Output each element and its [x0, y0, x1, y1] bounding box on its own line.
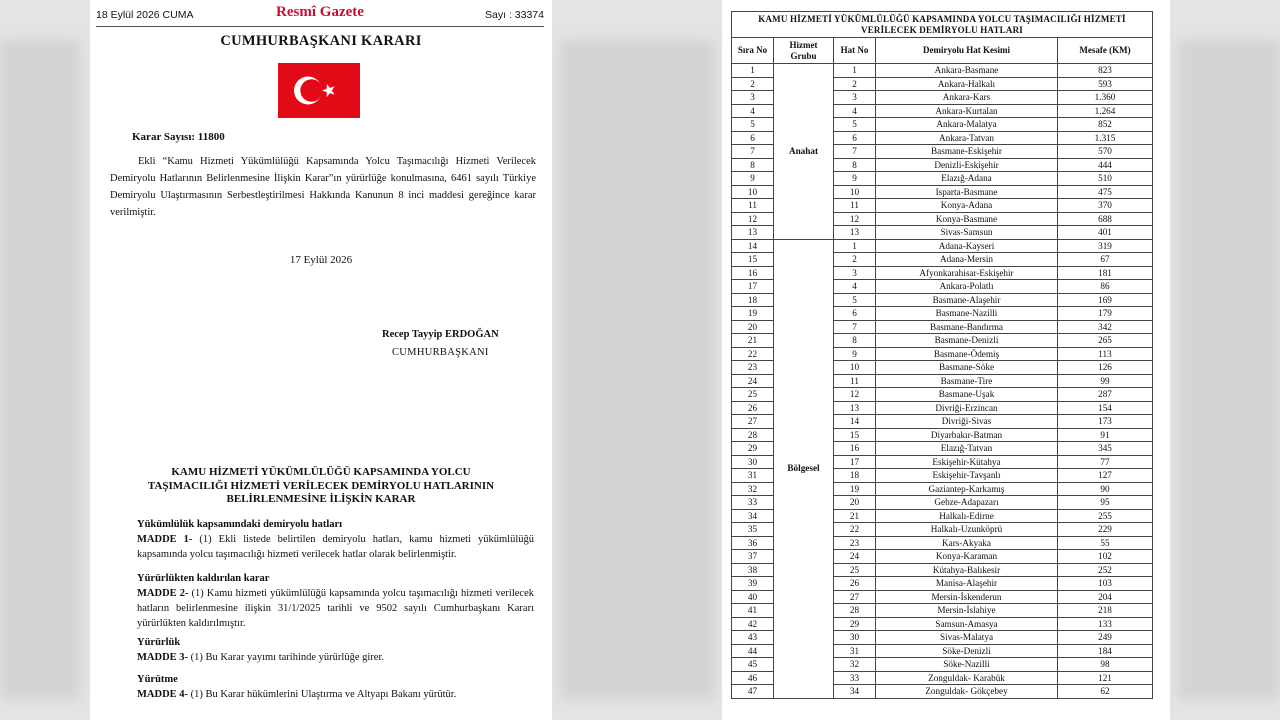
cell-distance: 127 [1058, 469, 1153, 483]
column-header-distance: Mesafe (KM) [1058, 38, 1153, 64]
cell-line-section: Basmane-Uşak [876, 388, 1058, 402]
cell-line-no: 5 [834, 293, 876, 307]
cell-distance: 173 [1058, 415, 1153, 429]
cell-line-no: 28 [834, 604, 876, 618]
cell-line-section: Sivas-Malatya [876, 631, 1058, 645]
cell-line-no: 31 [834, 644, 876, 658]
cell-distance: 265 [1058, 334, 1153, 348]
cell-line-section: Konya-Adana [876, 199, 1058, 213]
cell-distance: 249 [1058, 631, 1153, 645]
decree-heading: CUMHURBAŞKANI KARARI [220, 33, 422, 49]
railway-lines-table [731, 11, 1153, 699]
cell-line-no: 13 [834, 226, 876, 240]
article-label: MADDE 1- [137, 534, 193, 545]
cell-line-section: Mersin-İskenderun [876, 590, 1058, 604]
cell-line-no: 8 [834, 334, 876, 348]
cell-line-section: Diyarbakır-Batman [876, 428, 1058, 442]
cell-distance: 113 [1058, 347, 1153, 361]
cell-line-no: 32 [834, 658, 876, 672]
column-header-line-section: Demiryolu Hat Kesimi [876, 38, 1058, 64]
cell-order-no: 6 [732, 131, 774, 145]
cell-distance: 204 [1058, 590, 1153, 604]
cell-line-no: 12 [834, 212, 876, 226]
cell-line-no: 4 [834, 280, 876, 294]
cell-line-section: Gebze-Adapazarı [876, 496, 1058, 510]
cell-line-no: 22 [834, 523, 876, 537]
cell-distance: 169 [1058, 293, 1153, 307]
article-text [137, 650, 534, 665]
article-text [137, 532, 534, 562]
cell-line-no: 24 [834, 550, 876, 564]
cell-line-section: Eskişehir-Tavşanlı [876, 469, 1058, 483]
article-heading: Yürürlük [137, 637, 181, 648]
decree-intro-text: Ekli “Kamu Hizmeti Yükümlülüğü Kapsamında Yolcu Taşımacılığı Hizmeti Verilecek Demiryolu Hatlarının Belirlenmesine İlişkin Karar”ın yürürlüğe konulmasına, 6461 sayılı Türkiye Demiryolu Ulaştırmasının Serbestleştirilmesi Hakkında Kanunun 8 inci maddesi gereğince karar verilmiştir. [110, 156, 536, 218]
cell-distance: 475 [1058, 185, 1153, 199]
cell-distance: 77 [1058, 455, 1153, 469]
cell-order-no: 46 [732, 671, 774, 685]
cell-line-section: Zonguldak- Karabük [876, 671, 1058, 685]
cell-line-no: 16 [834, 442, 876, 456]
cell-line-section: Elazığ-Tatvan [876, 442, 1058, 456]
cell-line-no: 18 [834, 469, 876, 483]
article-body: (1) Bu Karar hükümlerini Ulaştırma ve Altyapı Bakanı yürütür. [188, 689, 457, 700]
cell-order-no: 37 [732, 550, 774, 564]
cell-distance: 99 [1058, 374, 1153, 388]
cell-order-no: 14 [732, 239, 774, 253]
cell-line-no: 13 [834, 401, 876, 415]
cell-line-no: 29 [834, 617, 876, 631]
cell-order-no: 15 [732, 253, 774, 267]
cell-line-section: Ankara-Basmane [876, 64, 1058, 78]
cell-order-no: 22 [732, 347, 774, 361]
cell-distance: 95 [1058, 496, 1153, 510]
cell-order-no: 33 [732, 496, 774, 510]
cell-line-section: Konya-Basmane [876, 212, 1058, 226]
cell-distance: 688 [1058, 212, 1153, 226]
cell-order-no: 9 [732, 172, 774, 186]
gazette-page-table [722, 0, 1170, 720]
cell-line-section: Basmane-Alaşehir [876, 293, 1058, 307]
cell-line-no: 6 [834, 131, 876, 145]
table-row [732, 64, 1153, 78]
cell-line-section: Ankara-Tatvan [876, 131, 1058, 145]
cell-distance: 287 [1058, 388, 1153, 402]
cell-line-section: Basmane-Bandırma [876, 320, 1058, 334]
cell-distance: 90 [1058, 482, 1153, 496]
cell-line-no: 10 [834, 361, 876, 375]
cell-order-no: 5 [732, 118, 774, 132]
cell-distance: 444 [1058, 158, 1153, 172]
cell-order-no: 32 [732, 482, 774, 496]
cell-order-no: 8 [732, 158, 774, 172]
cell-line-no: 3 [834, 91, 876, 105]
cell-line-no: 11 [834, 374, 876, 388]
cell-order-no: 21 [732, 334, 774, 348]
cell-order-no: 24 [732, 374, 774, 388]
cell-order-no: 10 [732, 185, 774, 199]
cell-line-no: 21 [834, 509, 876, 523]
gazette-issue-number: Sayı : 33374 [485, 9, 544, 21]
cell-line-section: Halkalı-Uzunköprü [876, 523, 1058, 537]
cell-line-no: 6 [834, 307, 876, 321]
cell-distance: 86 [1058, 280, 1153, 294]
background-blur-right [1178, 40, 1280, 700]
cell-distance: 255 [1058, 509, 1153, 523]
cell-line-section: Söke-Denizli [876, 644, 1058, 658]
cell-service-group: Anahat [774, 64, 834, 240]
cell-line-section: Eskişehir-Kütahya [876, 455, 1058, 469]
cell-line-no: 30 [834, 631, 876, 645]
cell-distance: 319 [1058, 239, 1153, 253]
cell-line-no: 9 [834, 172, 876, 186]
article-text [137, 687, 534, 702]
cell-distance: 126 [1058, 361, 1153, 375]
cell-line-section: Basmane-Ödemiş [876, 347, 1058, 361]
signatory-name: Recep Tayyip ERDOĞAN [382, 329, 499, 340]
cell-order-no: 44 [732, 644, 774, 658]
cell-line-no: 5 [834, 118, 876, 132]
cell-line-no: 2 [834, 253, 876, 267]
cell-service-group: Bölgesel [774, 239, 834, 698]
background-blur-middle [560, 40, 715, 700]
article-1 [137, 517, 534, 562]
cell-line-section: Ankara-Kurtalan [876, 104, 1058, 118]
cell-distance: 133 [1058, 617, 1153, 631]
cell-distance: 852 [1058, 118, 1153, 132]
article-heading: Yürürlükten kaldırılan karar [137, 573, 270, 584]
cell-line-section: Adana-Mersin [876, 253, 1058, 267]
cell-distance: 179 [1058, 307, 1153, 321]
cell-order-no: 47 [732, 685, 774, 699]
cell-line-no: 17 [834, 455, 876, 469]
cell-order-no: 41 [732, 604, 774, 618]
cell-line-no: 26 [834, 577, 876, 591]
cell-line-section: Basmane-Denizli [876, 334, 1058, 348]
table-title: KAMU HİZMETİ YÜKÜMLÜLÜĞÜ KAPSAMINDA YOLCU TAŞIMACILIĞI HİZMETİ VERİLECEK DEMİRYOLU HATLARI [732, 12, 1153, 38]
cell-line-no: 34 [834, 685, 876, 699]
signatory-title: CUMHURBAŞKANI [392, 347, 489, 358]
cell-line-no: 8 [834, 158, 876, 172]
cell-order-no: 36 [732, 536, 774, 550]
cell-line-no: 3 [834, 266, 876, 280]
cell-line-no: 4 [834, 104, 876, 118]
cell-line-no: 2 [834, 77, 876, 91]
cell-order-no: 42 [732, 617, 774, 631]
annex-title-line: BELİRLENMESİNE İLİŞKİN KARAR [226, 493, 416, 505]
cell-distance: 98 [1058, 658, 1153, 672]
cell-line-section: Ankara-Polatlı [876, 280, 1058, 294]
article-body: (1) Kamu hizmeti yükümlülüğü kapsamında yolcu taşımacılığı hizmeti verilecek hatların belirlenmesine ilişkin 31/1/2025 tarihli ve 9502 sayılı Cumhurbaşkanı Kararı yürürlükten kaldırılmıştır. [137, 588, 534, 629]
cell-order-no: 39 [732, 577, 774, 591]
cell-distance: 55 [1058, 536, 1153, 550]
cell-order-no: 25 [732, 388, 774, 402]
cell-order-no: 18 [732, 293, 774, 307]
cell-distance: 510 [1058, 172, 1153, 186]
article-heading: Yürütme [137, 674, 178, 685]
article-label: MADDE 2- [137, 588, 189, 599]
cell-order-no: 29 [732, 442, 774, 456]
cell-line-no: 7 [834, 145, 876, 159]
cell-order-no: 17 [732, 280, 774, 294]
cell-distance: 1.264 [1058, 104, 1153, 118]
cell-distance: 342 [1058, 320, 1153, 334]
cell-line-section: Sivas-Samsun [876, 226, 1058, 240]
cell-line-section: Halkalı-Edirne [876, 509, 1058, 523]
annex-title-line: TAŞIMACILIĞI HİZMETİ VERİLECEK DEMİRYOLU HATLARININ [147, 479, 495, 492]
decree-date: 17 Eylül 2026 [289, 254, 353, 266]
article-label: MADDE 3- [137, 652, 189, 663]
cell-order-no: 35 [732, 523, 774, 537]
cell-line-section: Ankara-Halkalı [876, 77, 1058, 91]
cell-order-no: 30 [732, 455, 774, 469]
article-2 [137, 571, 534, 631]
cell-distance: 593 [1058, 77, 1153, 91]
article-3 [137, 635, 534, 665]
cell-order-no: 20 [732, 320, 774, 334]
cell-line-section: Denizli-Eskişehir [876, 158, 1058, 172]
article-4 [137, 672, 534, 702]
cell-line-section: Samsun-Amasya [876, 617, 1058, 631]
cell-line-section: Manisa-Alaşehir [876, 577, 1058, 591]
cell-distance: 1.315 [1058, 131, 1153, 145]
cell-line-no: 25 [834, 563, 876, 577]
column-header-order-no: Sıra No [732, 38, 774, 64]
gazette-name: Resmî Gazete [276, 4, 364, 20]
cell-line-section: Kars-Akyaka [876, 536, 1058, 550]
cell-distance: 252 [1058, 563, 1153, 577]
cell-line-section: Ankara-Malatya [876, 118, 1058, 132]
annex-title-line: KAMU HİZMETİ YÜKÜMLÜLÜĞÜ KAPSAMINDA YOLCU [171, 466, 471, 478]
cell-line-no: 1 [834, 64, 876, 78]
column-header-service-group: Hizmet Grubu [774, 38, 834, 64]
cell-distance: 121 [1058, 671, 1153, 685]
cell-line-no: 19 [834, 482, 876, 496]
cell-line-no: 27 [834, 590, 876, 604]
cell-line-section: Basmane-Söke [876, 361, 1058, 375]
cell-order-no: 40 [732, 590, 774, 604]
cell-distance: 401 [1058, 226, 1153, 240]
cell-line-section: Basmane-Nazilli [876, 307, 1058, 321]
cell-order-no: 28 [732, 428, 774, 442]
cell-distance: 218 [1058, 604, 1153, 618]
cell-order-no: 16 [732, 266, 774, 280]
cell-distance: 823 [1058, 64, 1153, 78]
cell-line-section: Divriği-Sivas [876, 415, 1058, 429]
cell-line-section: Söke-Nazilli [876, 658, 1058, 672]
cell-order-no: 4 [732, 104, 774, 118]
cell-order-no: 3 [732, 91, 774, 105]
cell-line-no: 10 [834, 185, 876, 199]
cell-order-no: 13 [732, 226, 774, 240]
cell-line-section: Zonguldak- Gökçebey [876, 685, 1058, 699]
cell-line-no: 7 [834, 320, 876, 334]
cell-line-section: Gaziantep-Karkamış [876, 482, 1058, 496]
cell-line-no: 11 [834, 199, 876, 213]
cell-line-no: 12 [834, 388, 876, 402]
gazette-date: 18 Eylül 2026 CUMA [96, 9, 194, 21]
cell-order-no: 38 [732, 563, 774, 577]
cell-distance: 370 [1058, 199, 1153, 213]
cell-order-no: 19 [732, 307, 774, 321]
cell-distance: 91 [1058, 428, 1153, 442]
cell-distance: 345 [1058, 442, 1153, 456]
cell-line-section: Elazığ-Adana [876, 172, 1058, 186]
article-label: MADDE 4- [137, 689, 189, 700]
cell-distance: 103 [1058, 577, 1153, 591]
article-heading: Yükümlülük kapsamındaki demiryolu hatları [137, 519, 343, 530]
cell-order-no: 34 [732, 509, 774, 523]
cell-order-no: 31 [732, 469, 774, 483]
cell-order-no: 23 [732, 361, 774, 375]
cell-line-section: Isparta-Basmane [876, 185, 1058, 199]
cell-order-no: 11 [732, 199, 774, 213]
cell-distance: 1.360 [1058, 91, 1153, 105]
table-row [732, 239, 1153, 253]
cell-distance: 229 [1058, 523, 1153, 537]
cell-line-no: 1 [834, 239, 876, 253]
article-text [137, 586, 534, 631]
decree-number: Karar Sayısı: 11800 [132, 131, 225, 143]
cell-line-section: Adana-Kayseri [876, 239, 1058, 253]
cell-order-no: 2 [732, 77, 774, 91]
cell-line-section: Kütahya-Balıkesir [876, 563, 1058, 577]
cell-distance: 62 [1058, 685, 1153, 699]
column-header-line-no: Hat No [834, 38, 876, 64]
cell-order-no: 1 [732, 64, 774, 78]
cell-line-section: Konya-Karaman [876, 550, 1058, 564]
cell-line-section: Divriği-Erzincan [876, 401, 1058, 415]
cell-order-no: 7 [732, 145, 774, 159]
article-body: (1) Bu Karar yayımı tarihinde yürürlüğe girer. [188, 652, 384, 663]
cell-line-section: Ankara-Kars [876, 91, 1058, 105]
cell-distance: 67 [1058, 253, 1153, 267]
table-body [732, 64, 1153, 699]
cell-distance: 154 [1058, 401, 1153, 415]
cell-line-no: 14 [834, 415, 876, 429]
cell-line-section: Basmane-Eskişehir [876, 145, 1058, 159]
article-body: (1) Ekli listede belirtilen demiryolu hatları, kamu hizmeti yükümlülüğü kapsamında yolcu taşımacılığı hizmeti verilecek hatlar olarak belirlenmiştir. [137, 534, 534, 560]
background-blur-left [0, 40, 80, 700]
cell-order-no: 12 [732, 212, 774, 226]
cell-order-no: 45 [732, 658, 774, 672]
cell-line-no: 33 [834, 671, 876, 685]
cell-order-no: 26 [732, 401, 774, 415]
cell-line-section: Basmane-Tire [876, 374, 1058, 388]
cell-order-no: 27 [732, 415, 774, 429]
cell-distance: 102 [1058, 550, 1153, 564]
cell-line-no: 9 [834, 347, 876, 361]
cell-line-section: Afyonkarahisar-Eskişehir [876, 266, 1058, 280]
gazette-page-decree [90, 0, 552, 720]
gazette-header [96, 4, 544, 27]
cell-line-no: 20 [834, 496, 876, 510]
cell-line-section: Mersin-İslahiye [876, 604, 1058, 618]
turkish-flag-icon [278, 63, 360, 118]
cell-line-no: 15 [834, 428, 876, 442]
cell-distance: 570 [1058, 145, 1153, 159]
cell-distance: 184 [1058, 644, 1153, 658]
cell-line-no: 23 [834, 536, 876, 550]
cell-distance: 181 [1058, 266, 1153, 280]
annex-title [110, 466, 532, 507]
cell-order-no: 43 [732, 631, 774, 645]
